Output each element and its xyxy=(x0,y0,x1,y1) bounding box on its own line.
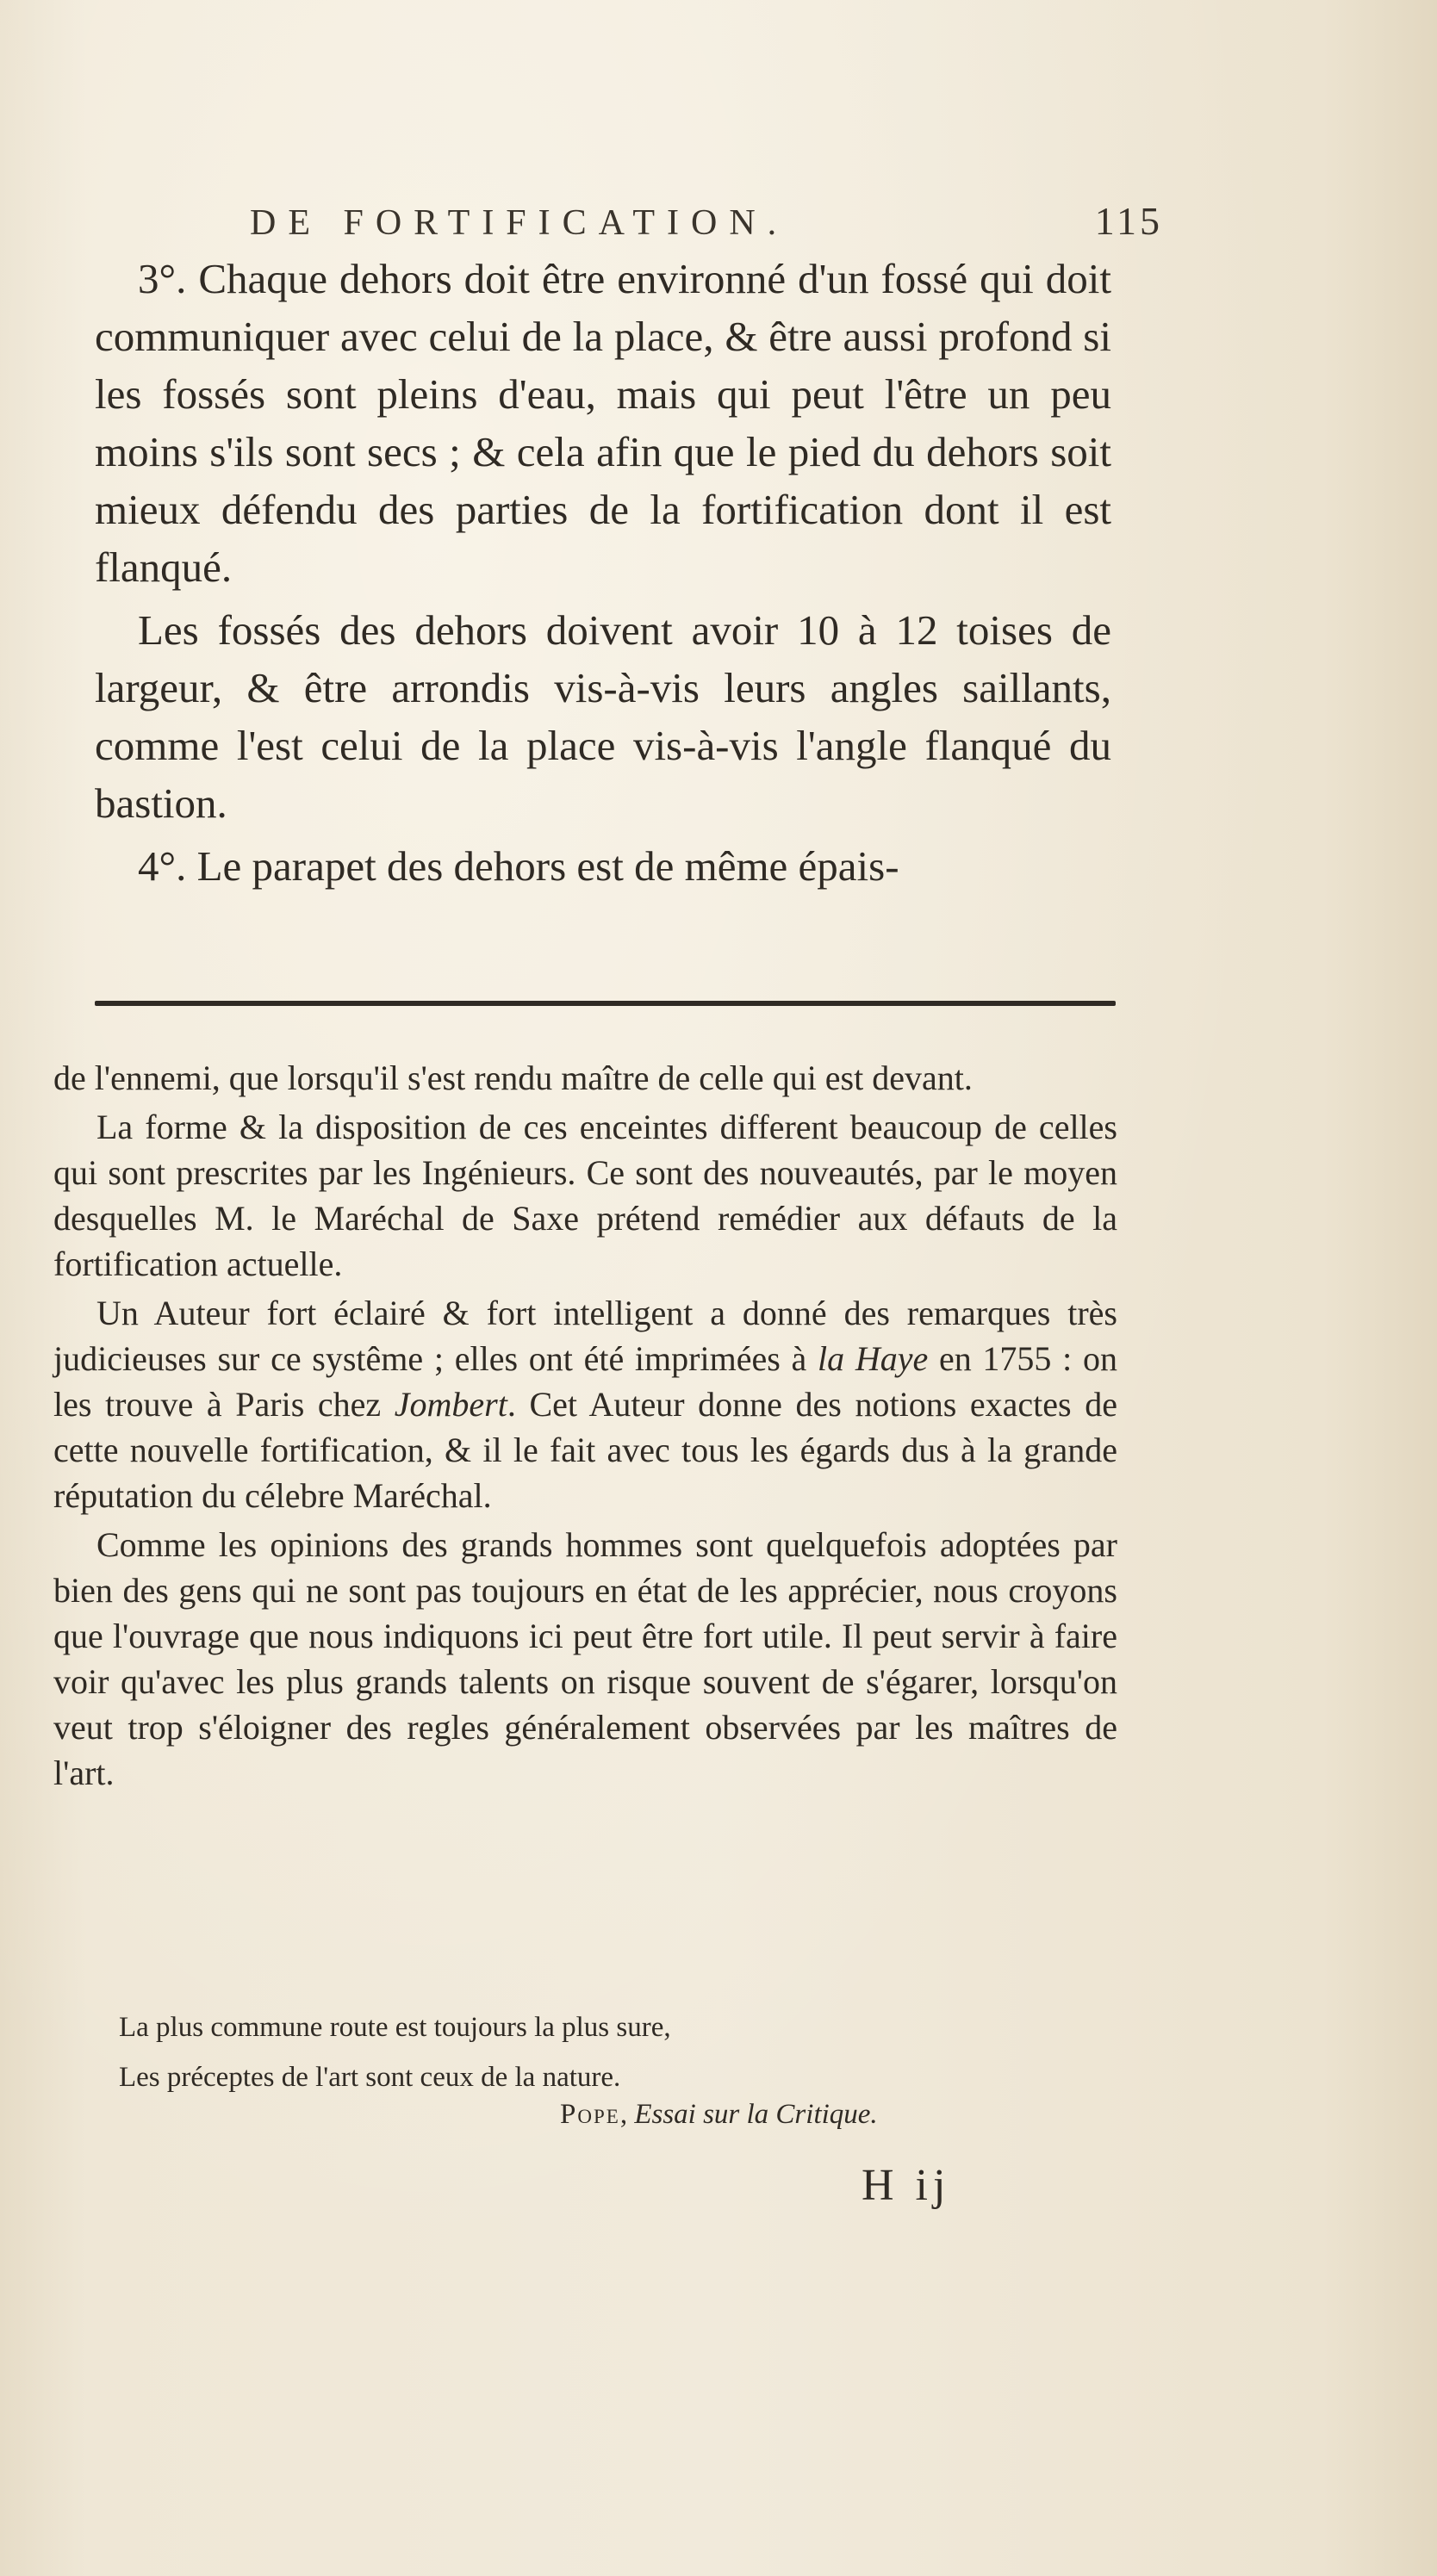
main-text xyxy=(95,250,1111,895)
verse-line-2: Les préceptes de l'art sont ceux de la nature. xyxy=(119,2062,621,2093)
publisher-name: Jombert xyxy=(394,1385,507,1424)
place-name: la Haye xyxy=(818,1339,929,1378)
footnote-divider xyxy=(95,1001,1116,1006)
footnote-paragraph-forme: La forme & la disposition de ces enceintes different beaucoup de celles qui sont prescrites par les Ingénieurs. Ce sont des nouveautés, par le moyen desquelles M. le Maréchal de Saxe prétend remédier aux défauts de la fortification actuelle. xyxy=(53,1108,1117,1283)
footnote-text: Un Auteur fort éclairé & fort intelligent a donné des remarques très judicieuses sur ce systême ; elles ont été imprimées à xyxy=(53,1294,1117,1378)
paragraph-3: 3°. Chaque dehors doit être environné d'un fossé qui doit communiquer avec celui de la place, & être aussi profond si les fossés sont pleins d'eau, mais qui peut l'être un peu moins s'ils sont secs ; & cela afin que le pied du dehors soit mieux défendu des parties de la fortification dont il est flanqué. xyxy=(95,255,1111,591)
footnote-continuation: de l'ennemi, que lorsqu'il s'est rendu maître de celle qui est devant. xyxy=(53,1058,973,1097)
attribution-work: Essai sur la Critique. xyxy=(634,2099,878,2130)
paragraph-ditches: Les fossés des dehors doivent avoir 10 à 12 toises de largeur, & être arrondis vis-à-vis leurs angles saillants, comme l'est celui de la place vis-à-vis l'angle flanqué du bastion. xyxy=(95,606,1111,827)
page-number: 115 xyxy=(1094,199,1163,243)
paragraph-4: 4°. Le parapet des dehors est de même épais- xyxy=(138,842,899,890)
footnote-text: . Cet Auteur donne des notions exactes de cette nouvelle fortification, & il le fait avec tous les égards dus à la grande réputation du célebre Maréchal. xyxy=(53,1385,1117,1515)
footnote-paragraph-auteur xyxy=(53,1290,1117,1518)
footnote-block xyxy=(53,1055,1117,1799)
running-header xyxy=(250,198,1163,244)
running-title: DE FORTIFICATION. xyxy=(250,203,789,243)
verse-attribution xyxy=(560,2099,991,2131)
signature-mark: H ij xyxy=(862,2161,951,2210)
footnote-paragraph-opinions: Comme les opinions des grands hommes sont quelquefois adoptées par bien des gens qui ne sont pas toujours en état de les apprécier, nous croyons que l'ouvrage que nous indiquons ici peut être fort utile. Il peut servir à faire voir qu'avec les plus grands talents on risque souvent de s'égarer, lorsqu'on veut trop s'éloigner des regles généralement observées par les maîtres de l'art. xyxy=(53,1525,1117,1792)
footnote-text: en 1755 : on les trouve à Paris chez xyxy=(53,1339,1117,1424)
attribution-author: Pope xyxy=(560,2099,620,2130)
attribution-separator: , xyxy=(619,2099,635,2130)
verse-quote xyxy=(119,2002,1067,2102)
verse-line-1: La plus commune route est toujours la plus sure, xyxy=(119,2012,671,2043)
